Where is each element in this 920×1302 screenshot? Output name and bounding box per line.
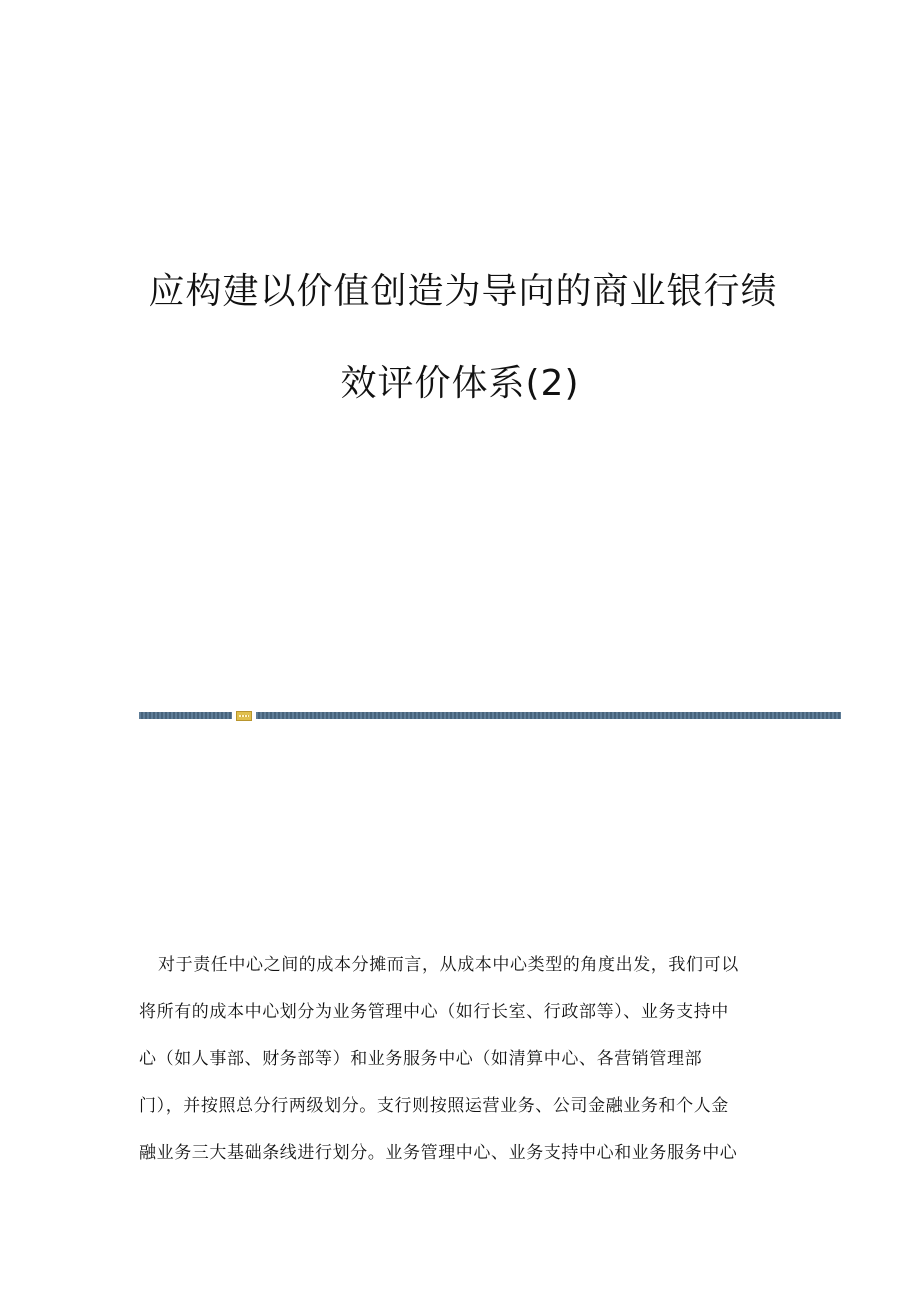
decorative-divider	[139, 711, 841, 721]
divider-ornament-icon	[236, 711, 252, 721]
divider-bar-right	[256, 712, 841, 719]
body-text-line: 门），并按照总分行两级划分。支行则按照运营业务、公司金融业务和个人金	[139, 1096, 729, 1116]
document-title-line-1: 应构建以价值创造为导向的商业银行绩	[148, 271, 778, 312]
divider-bar-left	[139, 712, 232, 719]
body-text-line: 将所有的成本中心划分为业务管理中心（如行长室、行政部等）、业务支持中	[139, 1002, 729, 1022]
document-title-line-2: 效评价体系(2)	[340, 363, 580, 404]
body-text-line: 融业务三大基础条线进行划分。业务管理中心、业务支持中心和业务服务中心	[139, 1143, 738, 1163]
body-text-line: 心（如人事部、财务部等）和业务服务中心（如清算中心、各营销管理部	[139, 1049, 703, 1069]
body-text-line: 对于责任中心之间的成本分摊而言，从成本中心类型的角度出发，我们可以	[158, 955, 739, 975]
